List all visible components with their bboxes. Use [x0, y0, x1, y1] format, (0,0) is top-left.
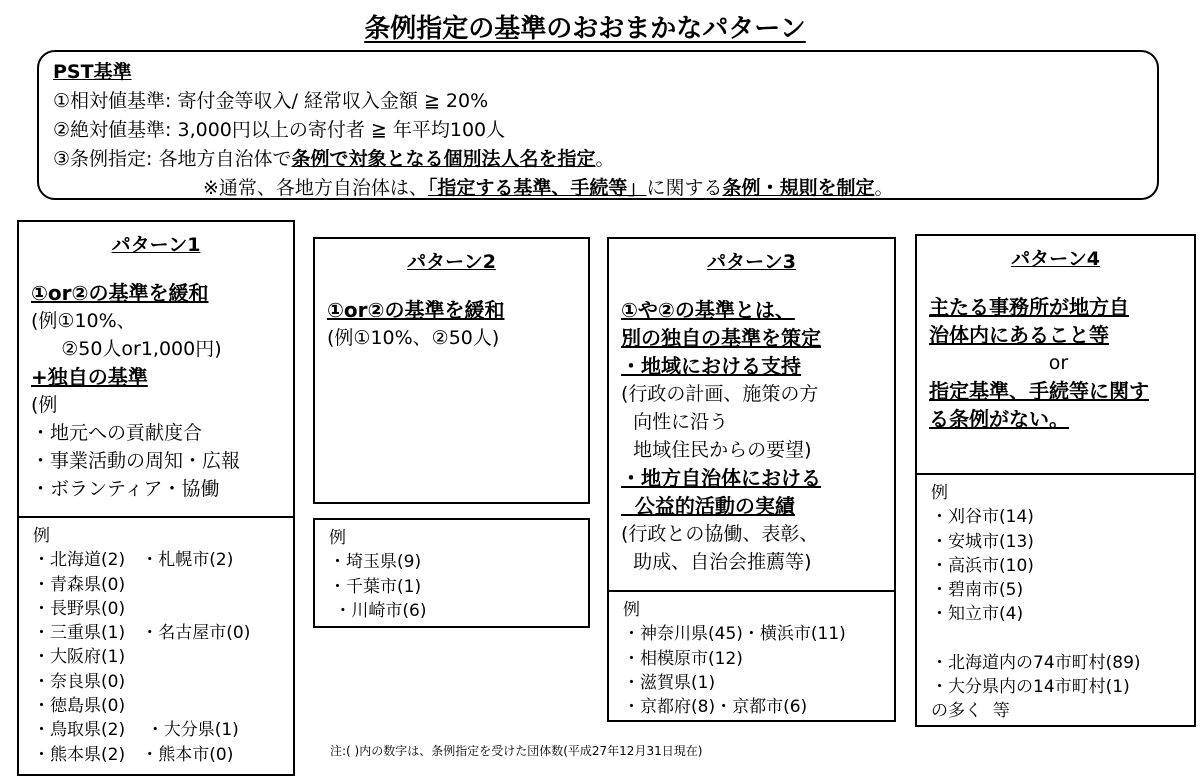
pattern-2-title: パターン2 [407, 251, 496, 273]
pattern-3-line: 向性に沿う [621, 411, 729, 433]
example-heading: 例 [329, 528, 346, 548]
list-item: ・鳥取県(2) ・大分県(1) [33, 720, 239, 741]
pattern-3-title: パターン3 [707, 251, 796, 273]
list-item: ・川崎市(6) [329, 600, 427, 621]
pst-ordinance-designation: ③条例指定: 各地方自治体で条例で対象となる個別法人名を指定。 [53, 148, 615, 170]
pattern-4-title: パターン4 [1011, 248, 1100, 270]
pattern-3-line: ・地方自治体における [621, 466, 821, 490]
example-heading: 例 [623, 600, 640, 620]
pattern-3-line: (行政の計画、施策の方 [621, 383, 819, 405]
list-item: ・三重県(1) ・名古屋市(0) [33, 623, 251, 644]
pattern-4-line: 主たる事務所が地方自 [929, 295, 1129, 319]
pst-criteria-box [37, 50, 1159, 200]
pattern-1-line: ①or②の基準を緩和 [31, 281, 209, 305]
list-item: ・知立市(4) [931, 604, 1024, 625]
pattern-1-box [17, 220, 295, 518]
list-item: ・相模原市(12) [623, 648, 743, 669]
example-heading: 例 [931, 483, 948, 503]
pattern-1-line: ・事業活動の周知・広報 [31, 450, 241, 472]
pattern-4-line: る条例がない。 [929, 407, 1069, 431]
pattern-3-line: ・地域における支持 [621, 354, 801, 378]
pattern-1-line: +独自の基準 [31, 365, 148, 389]
list-item: ・滋賀県(1) [623, 672, 716, 693]
pattern-4-box [915, 234, 1196, 475]
pattern-2-box [313, 237, 590, 504]
pst-relative-criterion: ①相対値基準: 寄付金等収入/ 経常収入金額 ≧ 20% [53, 90, 489, 112]
list-item: ・安城市(13) [931, 531, 1034, 552]
pattern-2-line: ①or②の基準を緩和 [327, 298, 505, 322]
list-item: ・徳島県(0) [33, 696, 126, 717]
list-item: ・北海道(2) ・札幌市(2) [33, 550, 234, 571]
list-item: ・高浜市(10) [931, 555, 1034, 576]
pattern-1-line: ・ボランティア・協働 [31, 478, 220, 500]
pattern-3-line: 別の独自の基準を策定 [621, 326, 821, 350]
list-item: ・碧南市(5) [931, 580, 1024, 601]
list-item: ・北海道内の74市町村(89) [931, 652, 1141, 673]
pattern-1-line: ②50人or1,000円) [31, 338, 222, 360]
pattern-3-line: ①や②の基準とは、 [621, 298, 795, 322]
pattern-4-examples [915, 473, 1196, 727]
pattern-3-box [607, 237, 896, 592]
pattern-1-examples [17, 516, 295, 776]
pst-heading: PST基準 [53, 61, 132, 83]
pattern-2-line: (例①10%、②50人) [327, 327, 500, 349]
pattern-4-line: 治体内にあること等 [929, 323, 1109, 347]
page-title: 条例指定の基準のおおまかなパターン [364, 14, 806, 44]
pattern-1-line: ・地元への貢献度合 [31, 422, 203, 444]
pattern-2-examples [313, 518, 590, 628]
pattern-1-line: (例①10%、 [31, 310, 136, 332]
pattern-3-line: (行政との協働、表彰、 [621, 523, 819, 545]
pattern-4-line: or [1048, 352, 1069, 374]
pattern-3-line: 地域住民からの要望) [621, 439, 812, 461]
list-item [931, 627, 1194, 651]
pattern-1-title: パターン1 [111, 234, 201, 256]
pst-absolute-criterion: ②絶対値基準: 3,000円以上の寄付者 ≧ 年平均100人 [53, 119, 506, 141]
pattern-3-line: 助成、自治会推薦等) [621, 551, 812, 573]
example-heading: 例 [33, 526, 50, 546]
list-item: ・青森県(0) [33, 574, 126, 595]
list-item: ・長野県(0) [33, 598, 126, 619]
footnote: 注:( )内の数字は、条例指定を受けた団体数(平成27年12月31日現在) [330, 744, 703, 758]
pattern-4-line: 指定基準、手続等に関す [929, 379, 1149, 403]
list-item: ・熊本県(2) ・熊本市(0) [33, 744, 234, 765]
list-item: ・神奈川県(45)・横浜市(11) [623, 624, 846, 645]
list-item: ・千葉市(1) [329, 576, 422, 597]
pattern-3-examples [607, 590, 896, 722]
list-item: ・大阪府(1) [33, 647, 126, 668]
list-item: ・刈谷市(14) [931, 507, 1034, 528]
pst-note: ※通常、各地方自治体は、「指定する基準、手続等」に関する条例・規則を制定。 [203, 177, 894, 199]
list-item: の多く 等 [931, 701, 1010, 722]
list-item: ・奈良県(0) [33, 671, 126, 692]
pattern-3-line: 公益的活動の実績 [621, 494, 795, 518]
list-item: ・埼玉県(9) [329, 552, 422, 573]
list-item: ・大分県内の14市町村(1) [931, 677, 1130, 698]
list-item: ・京都府(8)・京都市(6) [623, 697, 808, 718]
pattern-1-line: (例 [31, 394, 58, 416]
